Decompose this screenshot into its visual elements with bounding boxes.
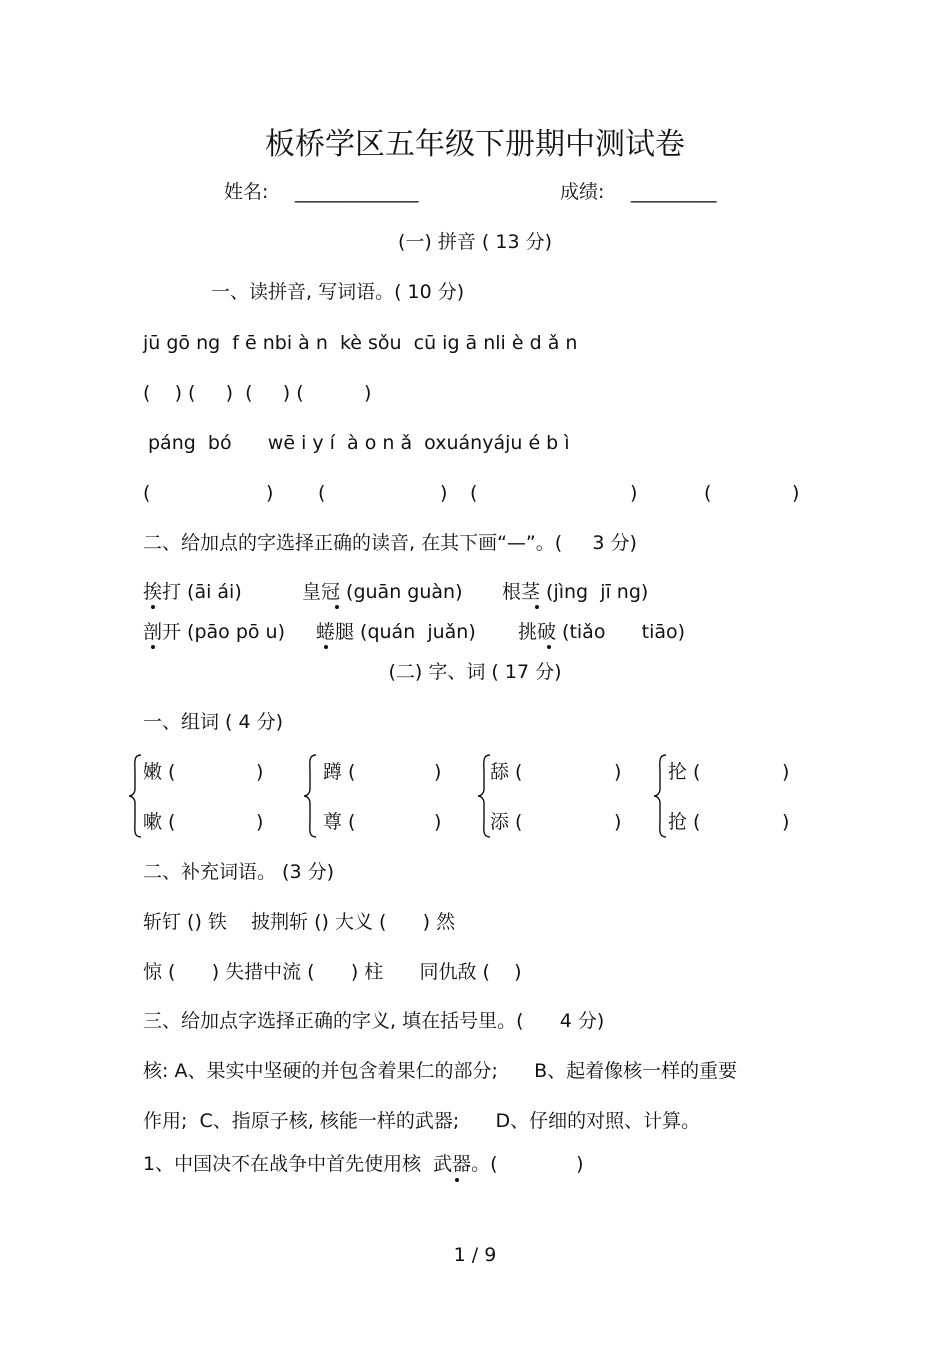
close-paren: ) [256,811,264,833]
score-blank: _________ [631,181,717,203]
word-group-3-bottom: 添 ( [490,811,523,833]
paren-row-1: ( ) ( ) ( ) ( ) [143,382,372,404]
close-paren: ) [434,811,442,833]
close-paren: ) [614,811,622,833]
close-paren: ) [614,761,622,783]
word-group-4-bottom: 抢 ( [668,811,701,833]
reading-item-3: 根茎 (jìng jī ng) [502,581,649,603]
page-title: 板桥学区五年级下册期中测试卷 [265,127,685,162]
paren-close-1: ) [266,482,274,504]
brace-icon [477,753,491,839]
word-group-3-top: 舔 ( [490,761,523,783]
emphasis-dot [324,645,328,649]
pinyin-row-2: páng bó wē i y í à o n ǎ oxuányáju é b ì [148,432,570,454]
emphasis-dot [455,1178,459,1182]
reading-item-2: 皇冠 (guān guàn) [302,581,463,603]
pinyin-row-1: jū gō ng f ē nbi à n kè sǒu cū ig ā nli è d ǎ n [143,332,578,354]
close-paren: ) [782,761,790,783]
close-paren: ) [256,761,264,783]
emphasis-dot [151,645,155,649]
emphasis-dot [151,605,155,609]
reading-item-6: 挑破 (tiǎo tiāo) [518,621,686,643]
paren-open-2: ( [318,482,326,504]
brace-icon [128,753,142,839]
paren-close-3: ) [630,482,638,504]
paren-open-1: ( [143,482,151,504]
section1-heading: (一) 拼音 ( 13 分) [398,231,552,253]
word-group-2-top: 蹲 ( [323,761,356,783]
s1-q2-title: 二、给加点的字选择正确的读音, 在其下画“—”。( 3 分) [143,532,637,554]
word-group-1-bottom: 嗽 ( [143,811,176,833]
emphasis-dot [535,605,539,609]
idiom-row-2: 惊 ( ) 失措中流 ( ) 柱 同仇敌 ( ) [143,961,522,983]
definition-line-2: 作用; C、指原子核, 核能一样的武器; D、仔细的对照、计算。 [143,1110,701,1132]
score-label: 成绩: [560,181,605,203]
word-group-2-bottom: 尊 ( [323,811,356,833]
close-paren: ) [434,761,442,783]
emphasis-dot [547,645,551,649]
s1-q1-title: 一、读拼音, 写词语。( 10 分) [211,281,465,303]
reading-item-1: 挨打 (āi ái) [143,581,242,603]
word-group-1-top: 嫩 ( [143,761,176,783]
question-item-1: 1、中国决不在战争中首先使用核 武器。( ) [143,1153,584,1175]
brace-icon [653,753,667,839]
page-number: 1 / 9 [453,1244,497,1266]
reading-item-4: 剖开 (pāo pō u) [143,621,285,643]
definition-line-1: 核: A、果实中坚硬的并包含着果仁的部分; B、起着像核一样的重要 [143,1060,738,1082]
s2-q3-title: 三、给加点字选择正确的字义, 填在括号里。( 4 分) [143,1010,605,1032]
idiom-row-1: 斩钉 () 铁 披荆斩 () 大义 ( ) 然 [143,911,456,933]
reading-item-5: 蜷腿 (quán juǎn) [316,621,476,643]
paren-open-4: ( [704,482,712,504]
paren-close-4: ) [792,482,800,504]
close-paren: ) [782,811,790,833]
name-blank: _____________ [295,181,419,203]
s2-q1-title: 一、组词 ( 4 分) [143,711,284,733]
brace-icon [303,753,317,839]
paren-open-3: ( [470,482,478,504]
word-group-4-top: 抡 ( [668,761,701,783]
emphasis-dot [335,605,339,609]
s2-q2-title: 二、补充词语。 (3 分) [143,861,334,883]
paren-close-2: ) [440,482,448,504]
section2-heading: (二) 字、词 ( 17 分) [388,661,562,683]
name-label: 姓名: [224,181,269,203]
